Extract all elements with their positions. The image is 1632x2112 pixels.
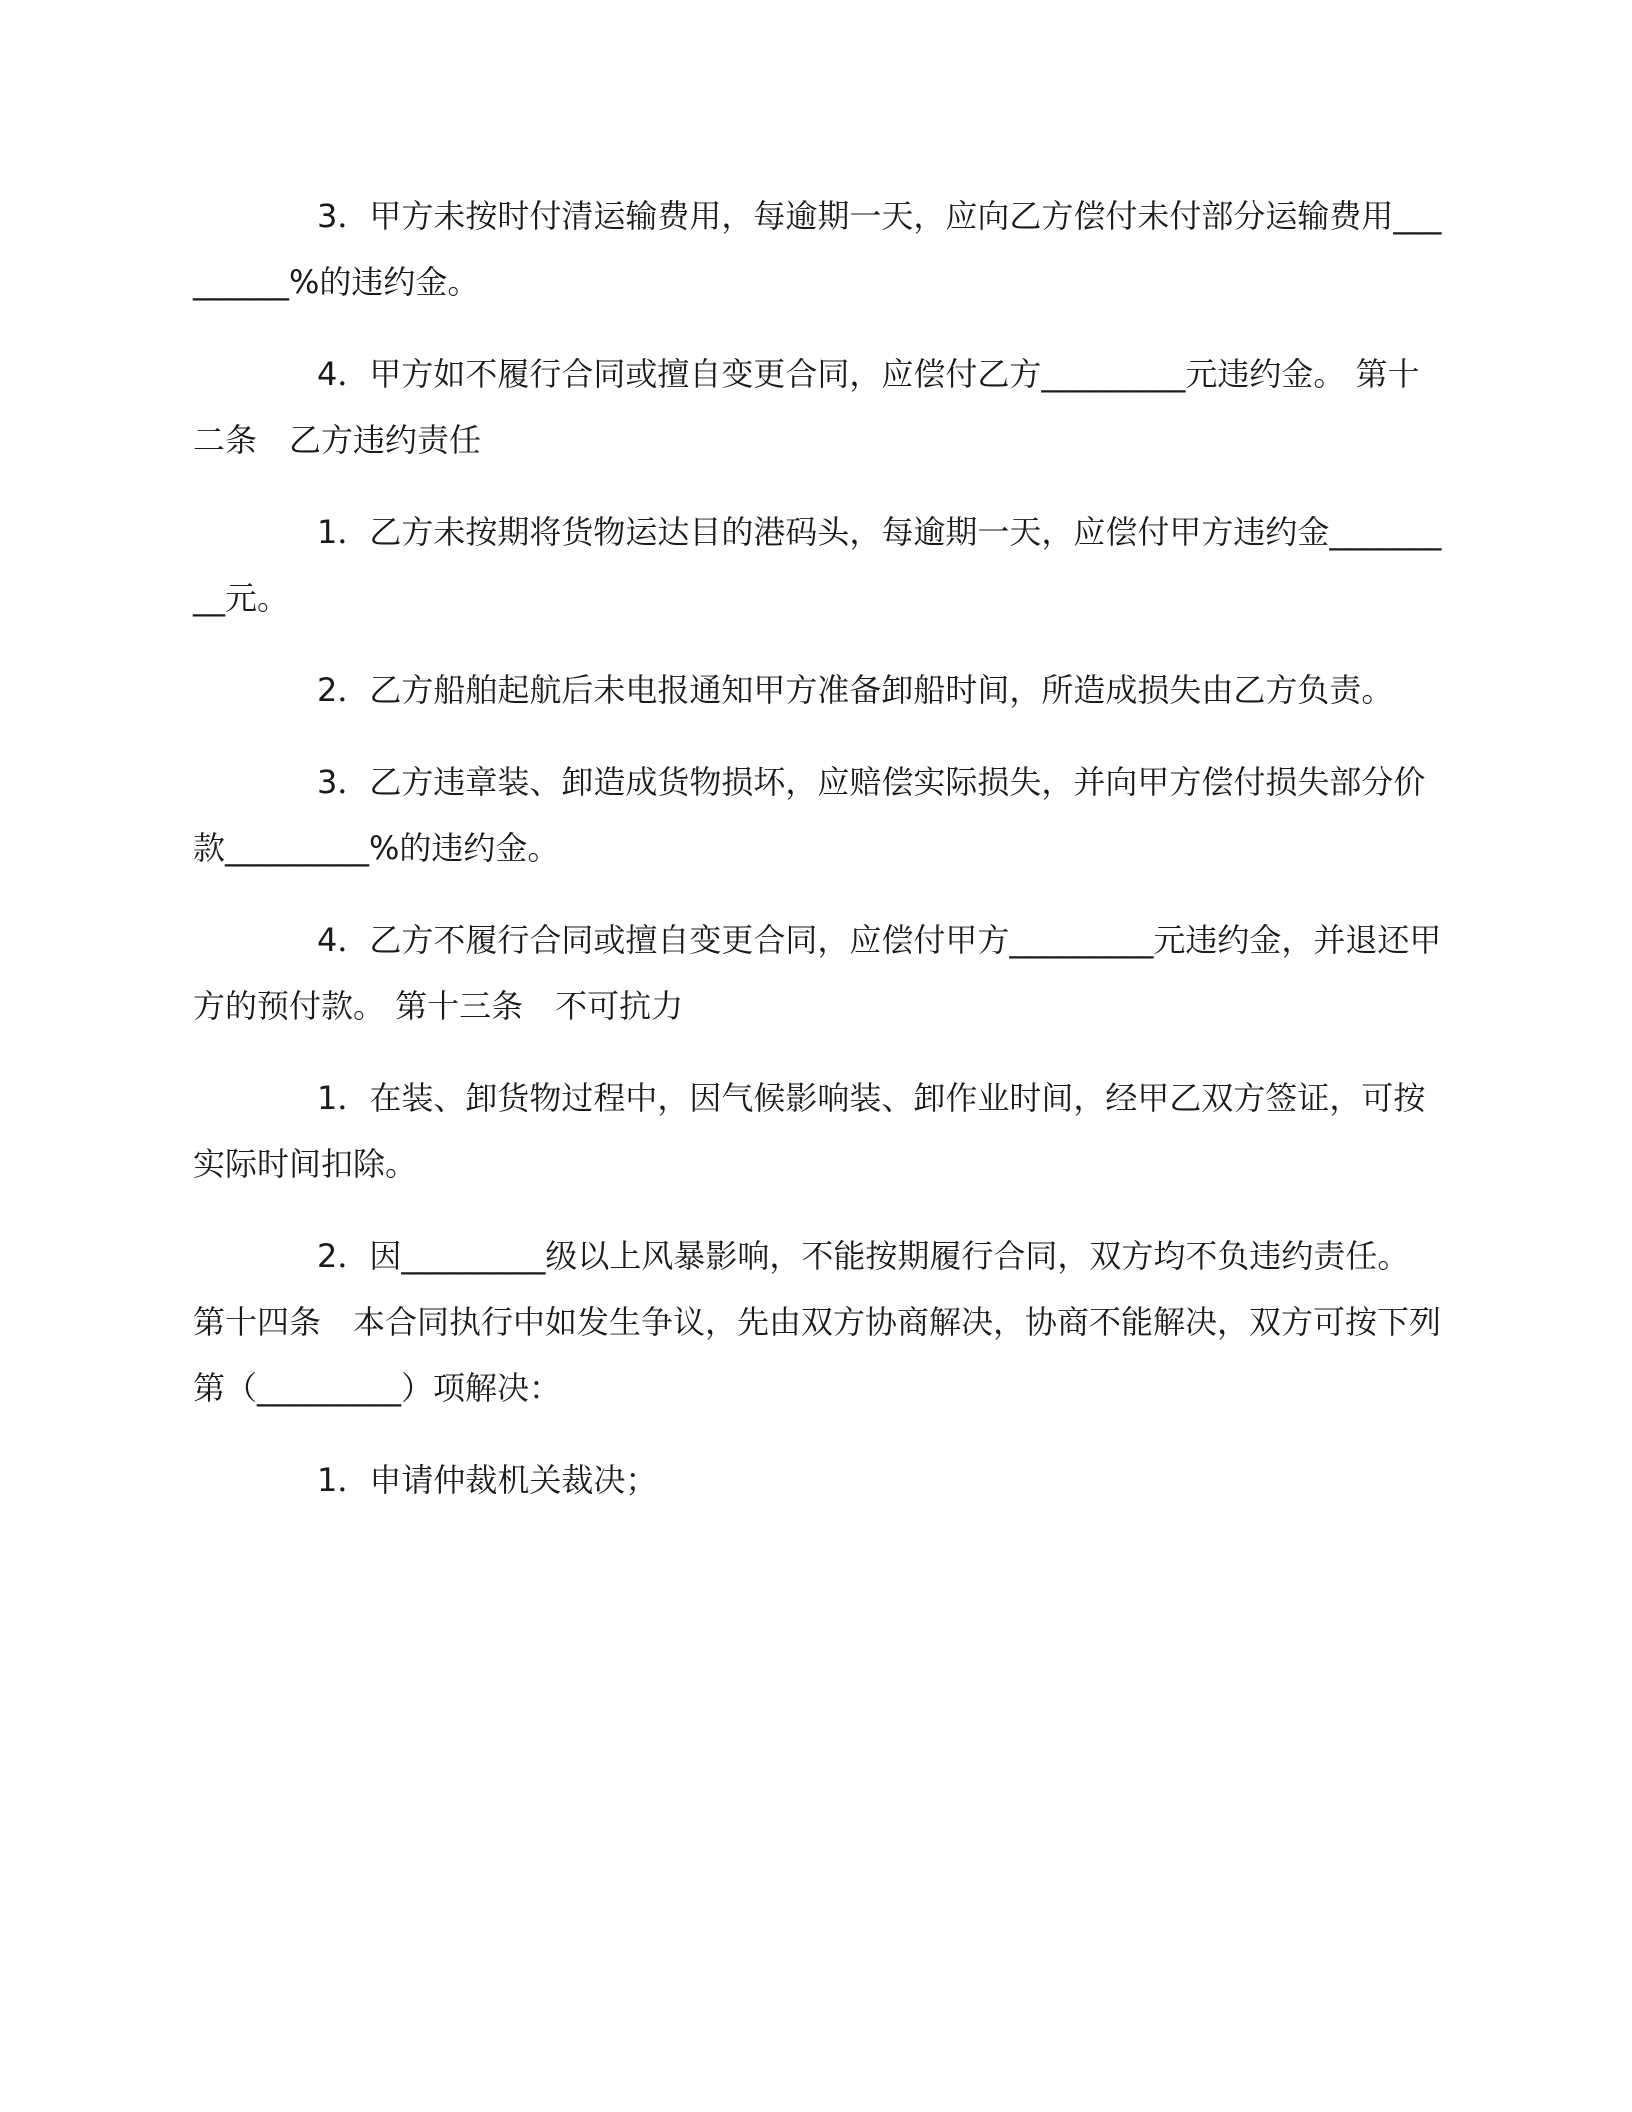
clause-paragraph: 1．申请仲裁机关裁决；	[317, 1461, 658, 1499]
document-body	[193, 183, 1443, 1513]
clause-paragraph: 4．甲方如不履行合同或擅自变更合同，应偿付乙方_________元违约金。 第十二条 乙方违约责任	[193, 355, 1420, 459]
clause-paragraph: 2．因_________级以上风暴影响，不能按期履行合同，双方均不负违约责任。 第十四条 本合同执行中如发生争议，先由双方协商解决，协商不能解决，双方可按下列第（_________）项解决：	[193, 1237, 1442, 1407]
clause-paragraph: 2．乙方船舶起航后未电报通知甲方准备卸船时间，所造成损失由乙方负责。	[317, 671, 1394, 709]
clause-paragraph: 3．乙方违章装、卸造成货物损坏，应赔偿实际损失，并向甲方偿付损失部分价款_________%的违约金。	[193, 763, 1426, 867]
clause-paragraph: 1．在装、卸货物过程中，因气候影响装、卸作业时间，经甲乙双方签证，可按实际时间扣除。	[193, 1079, 1426, 1183]
clause-paragraph: 4．乙方不履行合同或擅自变更合同，应偿付甲方_________元违约金，并退还甲方的预付款。 第十三条 不可抗力	[193, 921, 1442, 1025]
clause-paragraph: 1．乙方未按期将货物运达目的港码头，每逾期一天，应偿付甲方违约金_________元。	[193, 513, 1442, 617]
clause-paragraph: 3．甲方未按时付清运输费用，每逾期一天，应向乙方偿付未付部分运输费用_________%的违约金。	[193, 197, 1442, 301]
